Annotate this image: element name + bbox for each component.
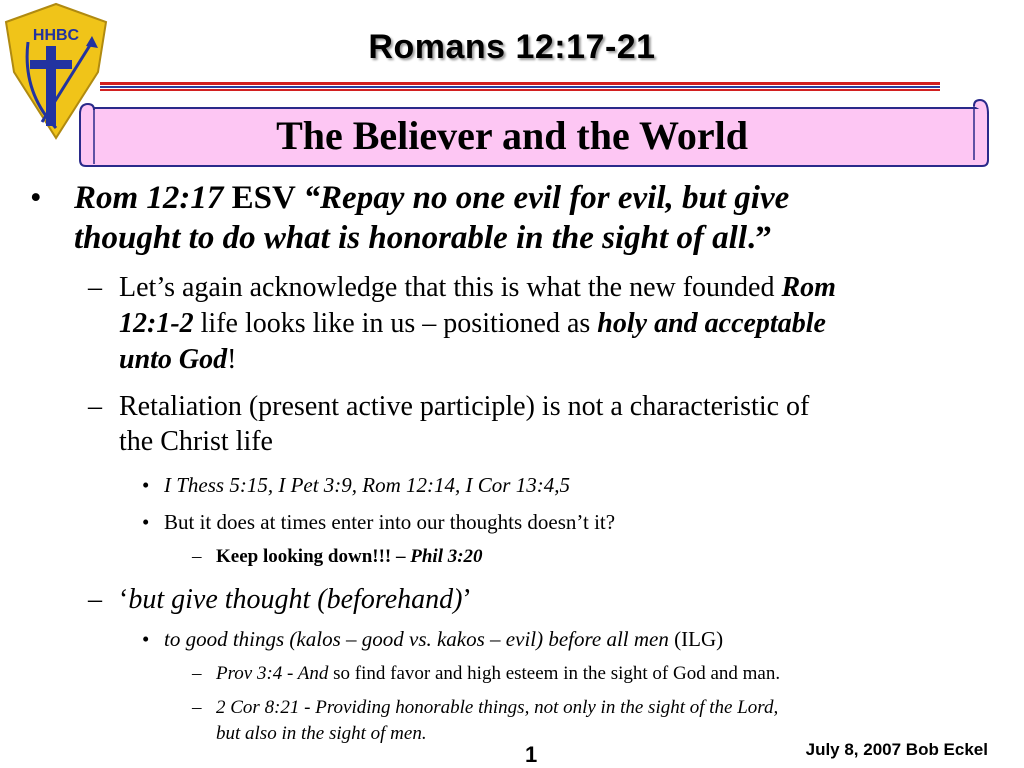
bullet-marker: • (30, 180, 42, 216)
dash-marker: – (88, 584, 102, 615)
dash-marker: – (192, 546, 202, 567)
scripture-ref: 12:1-2 (119, 308, 194, 339)
scripture-ref: Phil 3:20 (410, 546, 483, 567)
point-suffix: (ILG) (668, 627, 724, 651)
emphasis-text: to good things (kalos – good vs. kakos – evil) before all men (164, 627, 669, 651)
bible-version: ESV (223, 180, 304, 216)
scripture-quote-line1 (74, 180, 789, 217)
emphasis-text: Keep looking down!!! – (216, 546, 411, 567)
sub-point-text: Let’s again acknowledge that this is what the new founded (119, 272, 782, 303)
sub-point-line (119, 308, 826, 340)
bullet-marker: • (142, 627, 150, 651)
sub-point-line: the Christ life (119, 426, 273, 457)
point-text (164, 627, 723, 652)
page-title: Romans 12:17-21 (368, 28, 656, 66)
bullet-marker: • (142, 510, 150, 534)
dash-marker: – (88, 391, 102, 422)
quote-text: thought to do what is honorable in the sight of all (74, 220, 748, 256)
scripture-quote-line2 (74, 220, 772, 257)
logo-letters: HHBC (32, 27, 80, 44)
point-text: 2 Cor 8:21 - Providing honorable things, not only in the sight of the Lord, (216, 697, 779, 718)
slide-heading: The Believer and the World (276, 113, 748, 158)
emphasis-text: but give thought (beforehand) (128, 584, 463, 615)
references-line: I Thess 5:15, I Pet 3:9, Rom 12:14, I Cor 13:4,5 (164, 473, 570, 497)
bullet-marker: • (142, 473, 150, 497)
point-text-body: so find favor and high esteem in the sight of God and man. (328, 663, 781, 684)
sub-point-text: life looks like in us – positioned as (193, 308, 598, 339)
point-text: But it does at times enter into our thoughts doesn’t it? (164, 510, 616, 534)
open-quote: ‘ (119, 584, 129, 615)
sub-point-line: Retaliation (present active participle) is not a characteristic of (119, 391, 810, 422)
sub-point-line (119, 272, 836, 304)
point-text: but also in the sight of men. (216, 723, 427, 744)
scripture-ref: Rom (781, 272, 836, 303)
scripture-ref: Rom 12:17 (74, 180, 224, 216)
close-quote: .” (747, 220, 772, 256)
close-quote: ’ (462, 584, 472, 615)
quote-text: Repay no one evil for evil, but give (320, 180, 790, 216)
point-text (216, 663, 780, 685)
sub-point-line (119, 584, 472, 616)
emphasis-text: holy and acceptable (597, 308, 826, 339)
emphasis-text: unto God (119, 344, 228, 375)
sub-point-text: ! (227, 344, 237, 375)
dash-marker: – (88, 272, 102, 303)
footer-date-author: July 8, 2007 Bob Eckel (805, 740, 988, 759)
dash-marker: – (192, 697, 202, 718)
sub-point-line (119, 344, 236, 376)
open-quote: “ (303, 180, 321, 216)
page-number: 1 (525, 742, 538, 767)
dash-marker: – (192, 663, 202, 684)
point-text (216, 546, 483, 568)
scripture-ref: Prov 3:4 - And (216, 663, 329, 684)
